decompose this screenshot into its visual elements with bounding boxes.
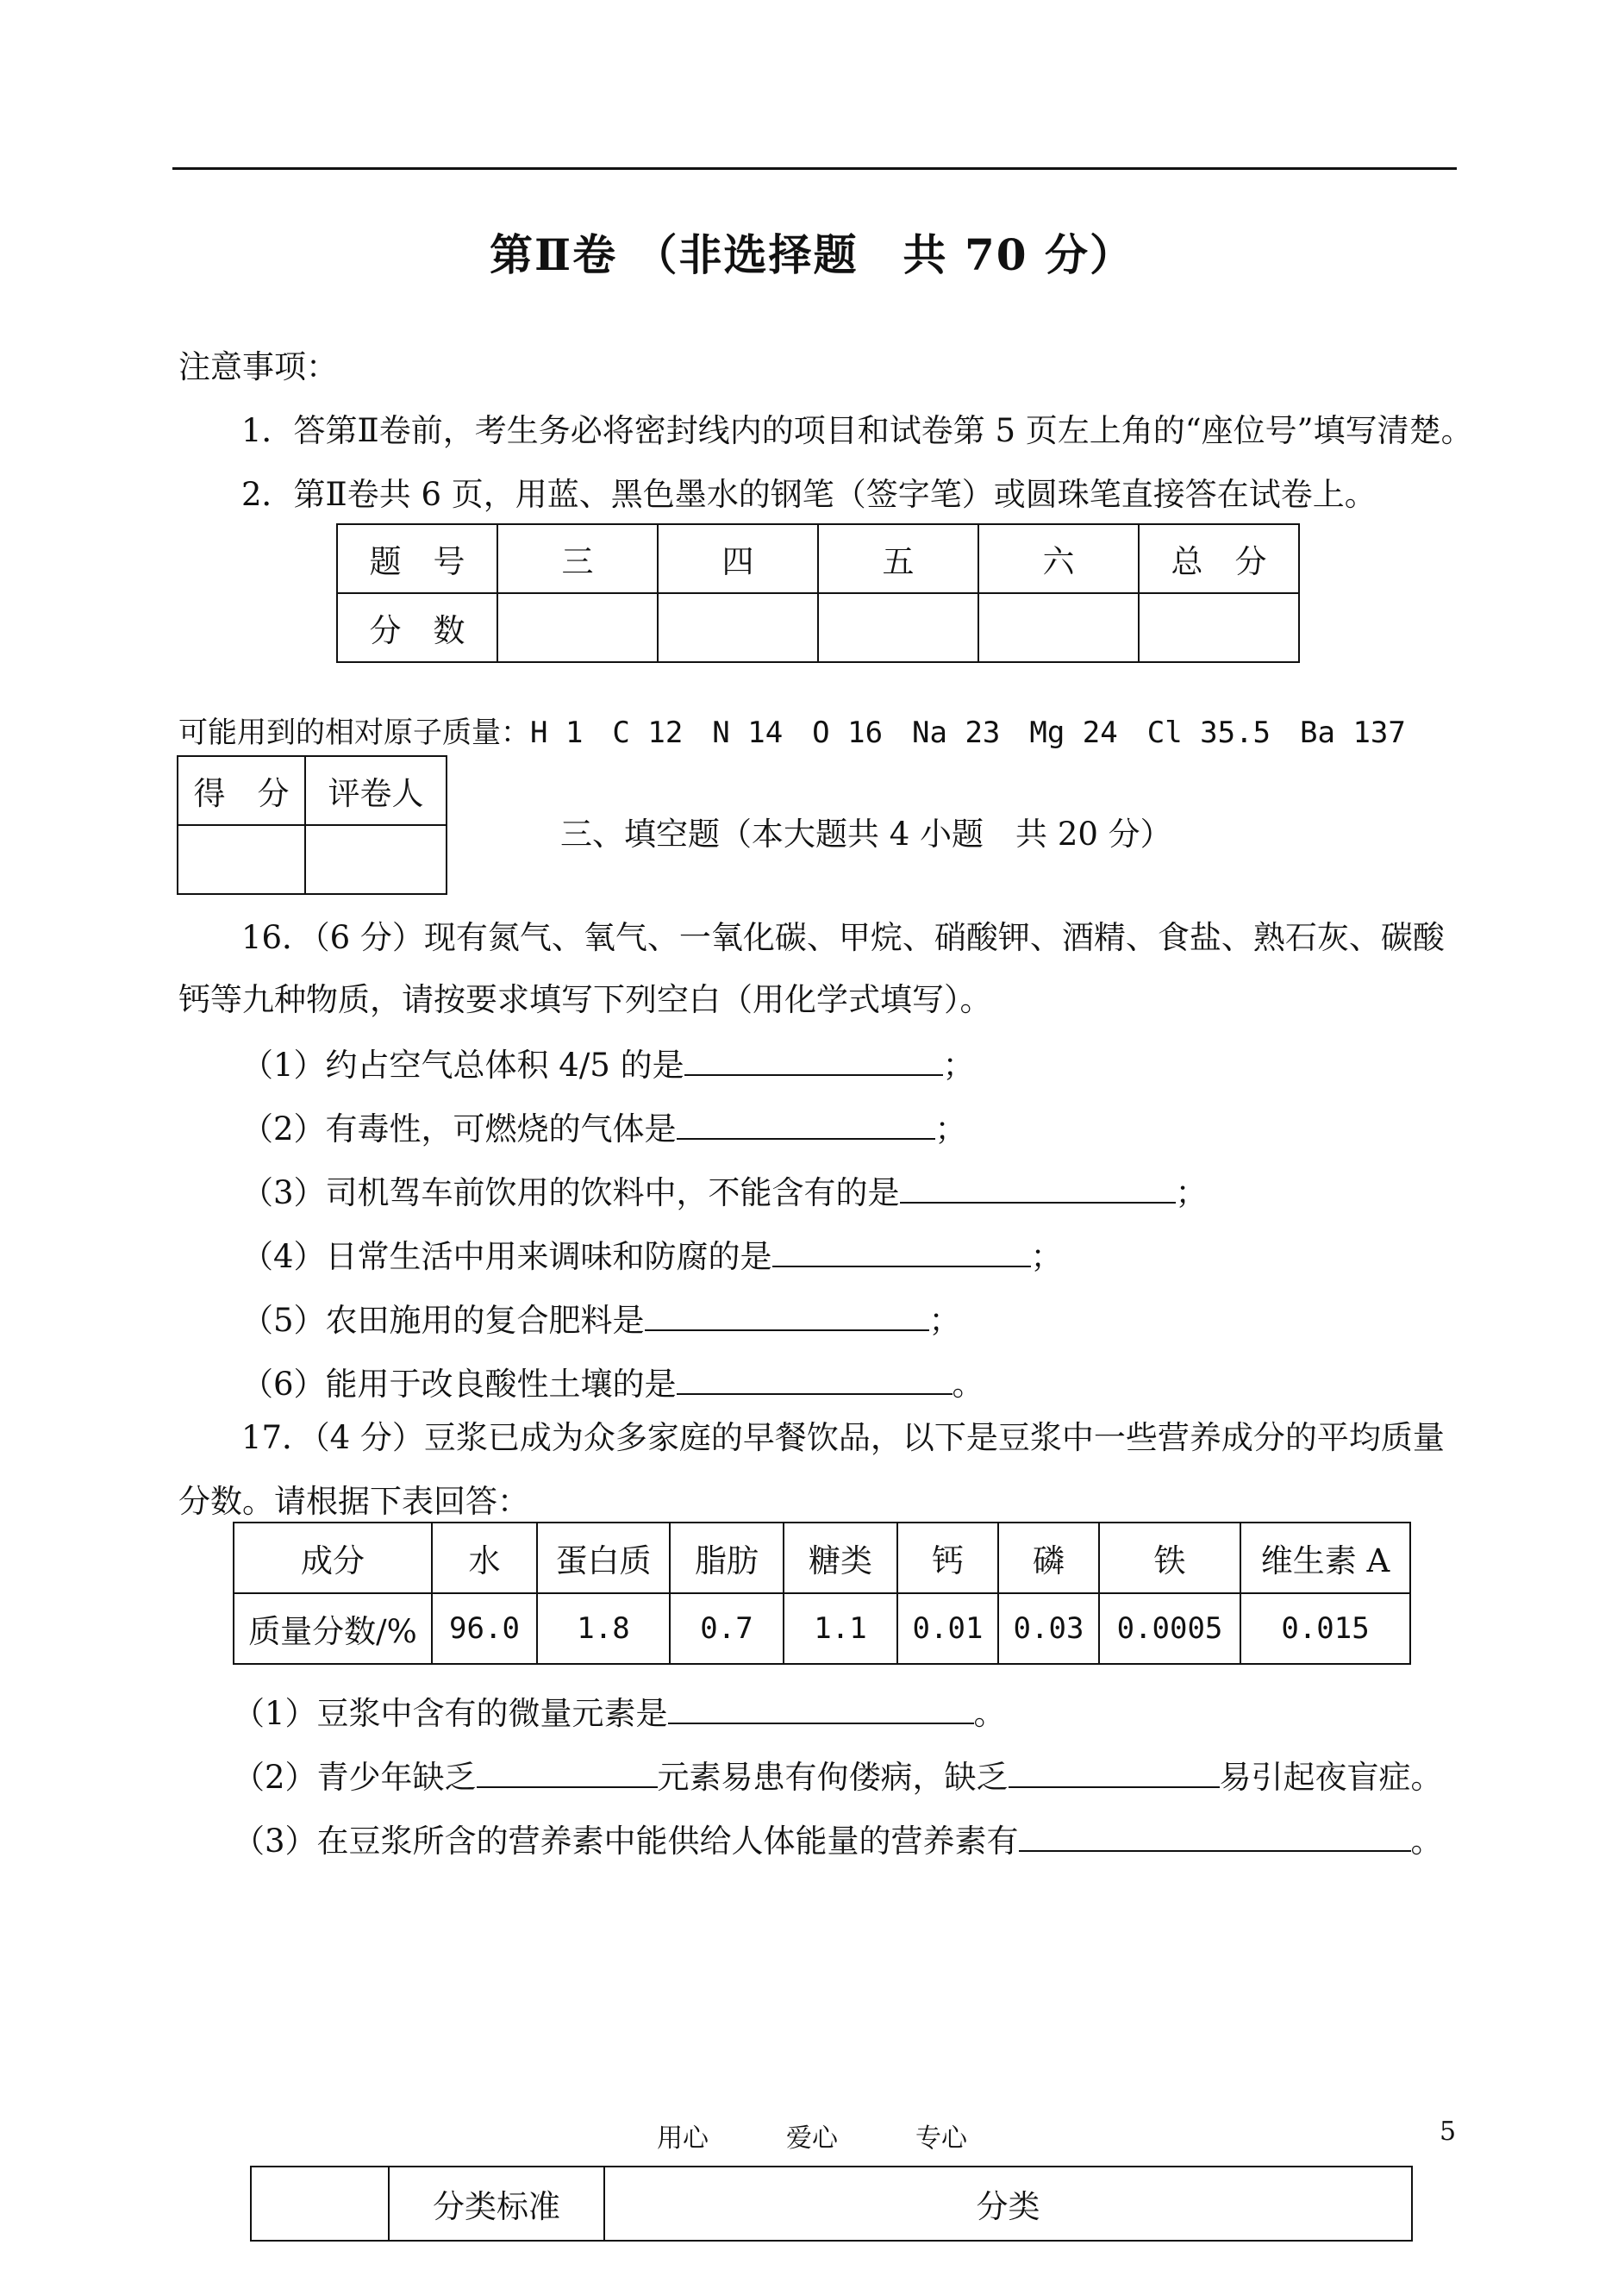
notice-item-1: 1．答第Ⅱ卷前，考生务必将密封线内的项目和试卷第 5 页左上角的“座位号”填写清楚。: [241, 412, 1473, 449]
question-text: （6）能用于改良酸性土壤的是: [241, 1366, 677, 1403]
table-row: [234, 1593, 1410, 1664]
footer-slogan: 用心 爱心 专心: [657, 2123, 967, 2154]
score-cell[interactable]: [818, 593, 978, 662]
nutrient-value-cell: 0.015: [1240, 1593, 1410, 1664]
answer-blank[interactable]: [1009, 1757, 1220, 1788]
q17-sub-2: [233, 1757, 1443, 1797]
page-title: 第Ⅱ卷 （非选择题 共 70 分）: [490, 229, 1134, 280]
nutrient-header-cell: 糖类: [784, 1523, 897, 1593]
question-text: （1）约占空气总体积 4/5 的是: [241, 1047, 684, 1084]
punctuation: 。: [1410, 1823, 1443, 1860]
table-row: [234, 1523, 1410, 1593]
score-table-header-cell: 四: [658, 524, 818, 593]
nutrient-header-cell: 成分: [234, 1523, 432, 1593]
q16-stem-line-2: 钙等九种物质，请按要求填写下列空白（用化学式填写）。: [178, 981, 992, 1018]
notice-heading: 注意事项：: [178, 348, 338, 385]
punctuation: 。: [952, 1366, 984, 1403]
nutrient-value-cell: 0.0005: [1099, 1593, 1240, 1664]
answer-blank[interactable]: [668, 1693, 974, 1724]
grader-cell[interactable]: [305, 825, 447, 894]
q16-item-1: [241, 1045, 975, 1085]
score-table-header-cell: 三: [497, 524, 658, 593]
answer-blank[interactable]: [645, 1300, 929, 1331]
nutrient-row-label: 质量分数/%: [234, 1593, 432, 1664]
q16-item-3: [241, 1173, 1208, 1212]
top-rule: [172, 167, 1457, 170]
score-table-header-cell: 总 分: [1139, 524, 1299, 593]
page-number: 5: [1440, 2117, 1457, 2147]
q16-item-2: [241, 1109, 967, 1148]
score-row-label: 分 数: [337, 593, 497, 662]
table-row: [337, 593, 1299, 662]
q17-stem-line-2: 分数。请根据下表回答：: [178, 1483, 529, 1520]
punctuation: ；: [928, 1302, 961, 1339]
q16-item-5: [241, 1300, 961, 1340]
q16-item-6: [241, 1364, 984, 1404]
punctuation: ；: [1030, 1238, 1063, 1275]
nutrient-value-cell: 1.1: [784, 1593, 897, 1664]
nutrient-header-cell: 磷: [998, 1523, 1099, 1593]
answer-blank[interactable]: [900, 1173, 1176, 1204]
nutrient-value-cell: 0.01: [897, 1593, 998, 1664]
q16-stem-line-1: 16．（6 分）现有氮气、氧气、一氧化碳、甲烷、硝酸钾、酒精、食盐、熟石灰、碳酸: [241, 919, 1445, 956]
notice-item-2: 2．第Ⅱ卷共 6 页，用蓝、黑色墨水的钢笔（签字笔）或圆珠笔直接答在试卷上。: [241, 476, 1377, 513]
classification-label: 分类: [604, 2167, 1412, 2241]
q17-sub-1: [233, 1693, 1006, 1733]
nutrient-header-cell: 脂肪: [670, 1523, 784, 1593]
classification-standard-label: 分类标准: [389, 2167, 604, 2241]
grader-label: 评卷人: [305, 756, 447, 825]
answer-blank[interactable]: [477, 1757, 658, 1788]
nutrient-header-cell: 钙: [897, 1523, 998, 1593]
score-cell[interactable]: [658, 593, 818, 662]
section-title: 三、填空题（本大题共 4 小题 共 20 分）: [560, 816, 1172, 853]
q17-sub-3: [233, 1821, 1443, 1860]
score-table-header-cell: 五: [818, 524, 978, 593]
punctuation: ；: [942, 1047, 975, 1084]
table-row: [178, 825, 447, 894]
punctuation: ；: [1175, 1174, 1208, 1211]
score-cell[interactable]: [1139, 593, 1299, 662]
question-text: （2）有毒性，可燃烧的气体是: [241, 1110, 677, 1148]
answer-blank[interactable]: [677, 1109, 935, 1140]
blank-cell: [251, 2167, 389, 2241]
question-text: （5）农田施用的复合肥料是: [241, 1302, 645, 1339]
question-text: （2）青少年缺乏: [233, 1759, 477, 1796]
answer-blank[interactable]: [684, 1045, 943, 1076]
score-label: 得 分: [178, 756, 305, 825]
score-cell[interactable]: [497, 593, 658, 662]
question-text: （3）在豆浆所含的营养素中能供给人体能量的营养素有: [233, 1823, 1019, 1860]
nutrient-value-cell: 0.03: [998, 1593, 1099, 1664]
question-text: （4）日常生活中用来调味和防腐的是: [241, 1238, 772, 1275]
score-table-header-cell: 题 号: [337, 524, 497, 593]
nutrient-value-cell: 0.7: [670, 1593, 784, 1664]
question-text: （3）司机驾车前饮用的饮料中，不能含有的是: [241, 1174, 900, 1211]
answer-blank[interactable]: [1019, 1821, 1411, 1852]
table-row: [251, 2167, 1412, 2241]
nutrient-value-cell: 96.0: [432, 1593, 537, 1664]
answer-blank[interactable]: [677, 1364, 953, 1395]
nutrient-header-cell: 铁: [1099, 1523, 1240, 1593]
question-text: （1）豆浆中含有的微量元素是: [233, 1695, 668, 1732]
q17-stem-line-1: 17．（4 分）豆浆已成为众多家庭的早餐饮品，以下是豆浆中一些营养成分的平均质量: [241, 1419, 1445, 1456]
nutrient-header-cell: 维生素 A: [1240, 1523, 1410, 1593]
atomic-masses: 可能用到的相对原子质量：H 1 C 12 N 14 O 16 Na 23 Mg 24 Cl 35.5 Ba 137: [178, 716, 1406, 750]
question-text: 易引起夜盲症。: [1219, 1759, 1443, 1796]
table-row: [178, 756, 447, 825]
nutrient-value-cell: 1.8: [537, 1593, 670, 1664]
punctuation: ；: [934, 1110, 967, 1148]
question-text: 元素易患有佝偻病，缺乏: [657, 1759, 1009, 1796]
nutrient-header-cell: 蛋白质: [537, 1523, 670, 1593]
classification-table: [250, 2166, 1413, 2242]
grader-table: [177, 755, 447, 895]
table-row: [337, 524, 1299, 593]
nutrient-header-cell: 水: [432, 1523, 537, 1593]
score-table-header-cell: 六: [978, 524, 1139, 593]
answer-blank[interactable]: [772, 1236, 1031, 1267]
punctuation: 。: [973, 1695, 1006, 1732]
score-cell[interactable]: [978, 593, 1139, 662]
q16-item-4: [241, 1236, 1063, 1276]
score-table: [336, 523, 1300, 663]
score-cell[interactable]: [178, 825, 305, 894]
nutrient-table: [233, 1522, 1411, 1665]
